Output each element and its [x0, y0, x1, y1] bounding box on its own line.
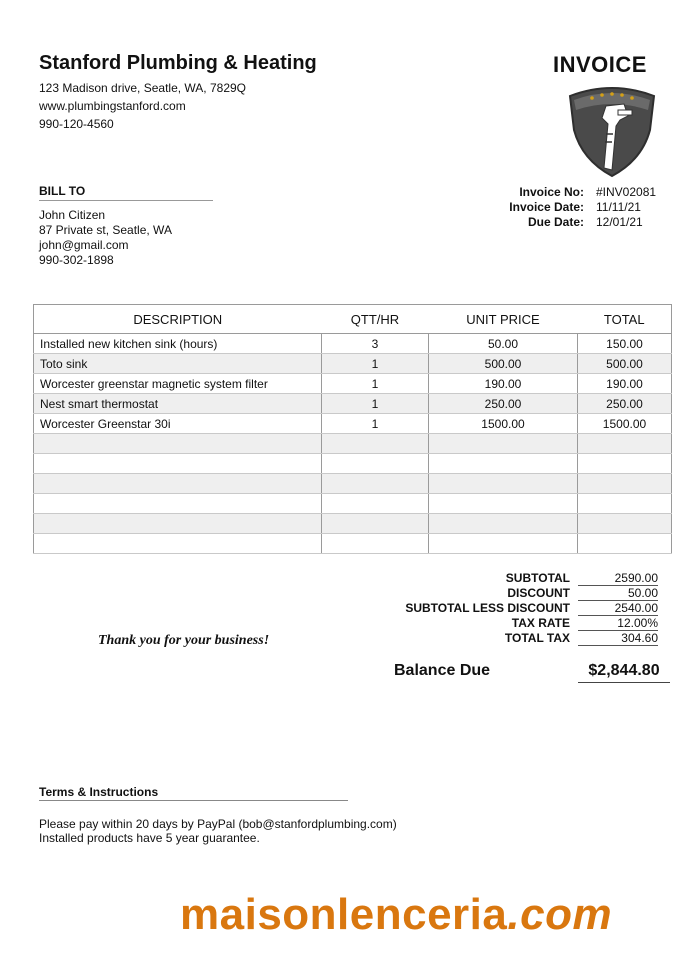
meta-value: 12/01/21 — [596, 215, 643, 229]
empty-cell — [34, 514, 322, 534]
document-title: INVOICE — [553, 52, 647, 77]
empty-cell — [578, 434, 672, 454]
table-row-empty — [34, 434, 672, 454]
cell-unit-price: 500.00 — [429, 354, 578, 374]
totals-label: DISCOUNT — [507, 586, 570, 600]
empty-cell — [429, 454, 578, 474]
empty-cell — [578, 474, 672, 494]
invoice-meta — [470, 185, 676, 230]
table-row — [34, 334, 672, 354]
cell-unit-price: 250.00 — [429, 394, 578, 414]
totals-row-subtotal-less-discount — [380, 601, 658, 616]
terms-line: Please pay within 20 days by PayPal (bob@stanfordplumbing.com) — [39, 817, 397, 831]
watermark — [180, 890, 612, 940]
line-items-table — [33, 304, 672, 554]
table-row — [34, 414, 672, 434]
totals-label: SUBTOTAL — [505, 571, 570, 585]
meta-value: 11/11/21 — [596, 200, 641, 214]
empty-cell — [34, 434, 322, 454]
empty-cell — [34, 454, 322, 474]
empty-cell — [578, 534, 672, 554]
cell-unit-price: 190.00 — [429, 374, 578, 394]
empty-cell — [322, 474, 429, 494]
empty-cell — [429, 534, 578, 554]
empty-cell — [322, 454, 429, 474]
cell-qty: 1 — [322, 394, 429, 414]
table-row-empty — [34, 494, 672, 514]
empty-cell — [34, 534, 322, 554]
table-row-empty — [34, 474, 672, 494]
cell-description: Worcester greenstar magnetic system filter — [34, 374, 322, 394]
cell-total: 190.00 — [578, 374, 672, 394]
empty-cell — [322, 514, 429, 534]
meta-label: Due Date: — [527, 215, 584, 229]
cell-description: Nest smart thermostat — [34, 394, 322, 414]
meta-row-due-date — [470, 215, 676, 230]
cell-qty: 1 — [322, 354, 429, 374]
cell-qty: 1 — [322, 414, 429, 434]
totals-value: 2540.00 — [578, 601, 658, 616]
cell-total: 150.00 — [578, 334, 672, 354]
meta-label: Invoice No: — [519, 185, 584, 199]
meta-label: Invoice Date: — [509, 200, 584, 214]
bill-to-phone: 990-302-1898 — [39, 253, 114, 267]
cell-unit-price: 50.00 — [429, 334, 578, 354]
empty-cell — [578, 514, 672, 534]
empty-cell — [429, 434, 578, 454]
header-qty: QTT/HR — [322, 305, 429, 334]
cell-total: 500.00 — [578, 354, 672, 374]
thank-you-note: Thank you for your business! — [98, 633, 270, 648]
bill-to-email: john@gmail.com — [39, 238, 129, 252]
table-row — [34, 394, 672, 414]
table-row-empty — [34, 534, 672, 554]
totals-label: SUBTOTAL LESS DISCOUNT — [405, 601, 570, 615]
empty-cell — [578, 494, 672, 514]
balance-due-label: Balance Due — [394, 662, 491, 679]
cell-total: 1500.00 — [578, 414, 672, 434]
totals-label: TAX RATE — [511, 616, 570, 630]
watermark-main: maisonlenceria — [180, 890, 508, 939]
totals-value: 2590.00 — [578, 571, 658, 586]
company-address: 123 Madison drive, Seatle, WA, 7829Q — [39, 81, 246, 95]
totals-value: 304.60 — [578, 631, 658, 646]
terms-heading: Terms & Instructions — [39, 785, 348, 801]
totals-value: 12.00% — [578, 616, 658, 631]
totals-row-discount — [380, 586, 658, 601]
empty-cell — [34, 474, 322, 494]
bill-to-name: John Citizen — [39, 208, 106, 222]
totals-row-tax-rate — [380, 616, 658, 631]
meta-row-invoice-no — [470, 185, 676, 200]
cell-description: Worcester Greenstar 30i — [34, 414, 322, 434]
header-unit-price: UNIT PRICE — [429, 305, 578, 334]
empty-cell — [429, 474, 578, 494]
meta-value: #INV02081 — [596, 185, 657, 199]
totals-value: 50.00 — [578, 586, 658, 601]
watermark-suffix: .com — [507, 890, 613, 939]
company-website: www.plumbingstanford.com — [39, 99, 186, 113]
table-row — [34, 354, 672, 374]
totals-block — [380, 571, 658, 646]
empty-cell — [34, 494, 322, 514]
terms-line: Installed products have 5 year guarantee. — [39, 831, 260, 845]
balance-due-value: $2,844.80 — [578, 662, 670, 683]
header-total: TOTAL — [578, 305, 672, 334]
meta-row-invoice-date — [470, 200, 676, 215]
company-name: Stanford Plumbing & Heating — [39, 52, 317, 74]
empty-cell — [322, 434, 429, 454]
totals-row-total-tax — [380, 631, 658, 646]
empty-cell — [322, 494, 429, 514]
table-header-row — [34, 305, 672, 334]
totals-label: TOTAL TAX — [504, 631, 570, 645]
cell-description: Installed new kitchen sink (hours) — [34, 334, 322, 354]
table-body — [34, 334, 672, 554]
empty-cell — [429, 514, 578, 534]
bill-to-heading: BILL TO — [39, 184, 213, 201]
cell-total: 250.00 — [578, 394, 672, 414]
totals-row-subtotal — [380, 571, 658, 586]
cell-qty: 1 — [322, 374, 429, 394]
empty-cell — [322, 534, 429, 554]
table-row-empty — [34, 514, 672, 534]
header-description: DESCRIPTION — [34, 305, 322, 334]
table-row — [34, 374, 672, 394]
cell-unit-price: 1500.00 — [429, 414, 578, 434]
bill-to-address: 87 Private st, Seatle, WA — [39, 223, 172, 237]
table-row-empty — [34, 454, 672, 474]
empty-cell — [429, 494, 578, 514]
cell-qty: 3 — [322, 334, 429, 354]
cell-description: Toto sink — [34, 354, 322, 374]
empty-cell — [578, 454, 672, 474]
company-phone: 990-120-4560 — [39, 117, 114, 131]
company-logo-icon — [566, 84, 658, 178]
